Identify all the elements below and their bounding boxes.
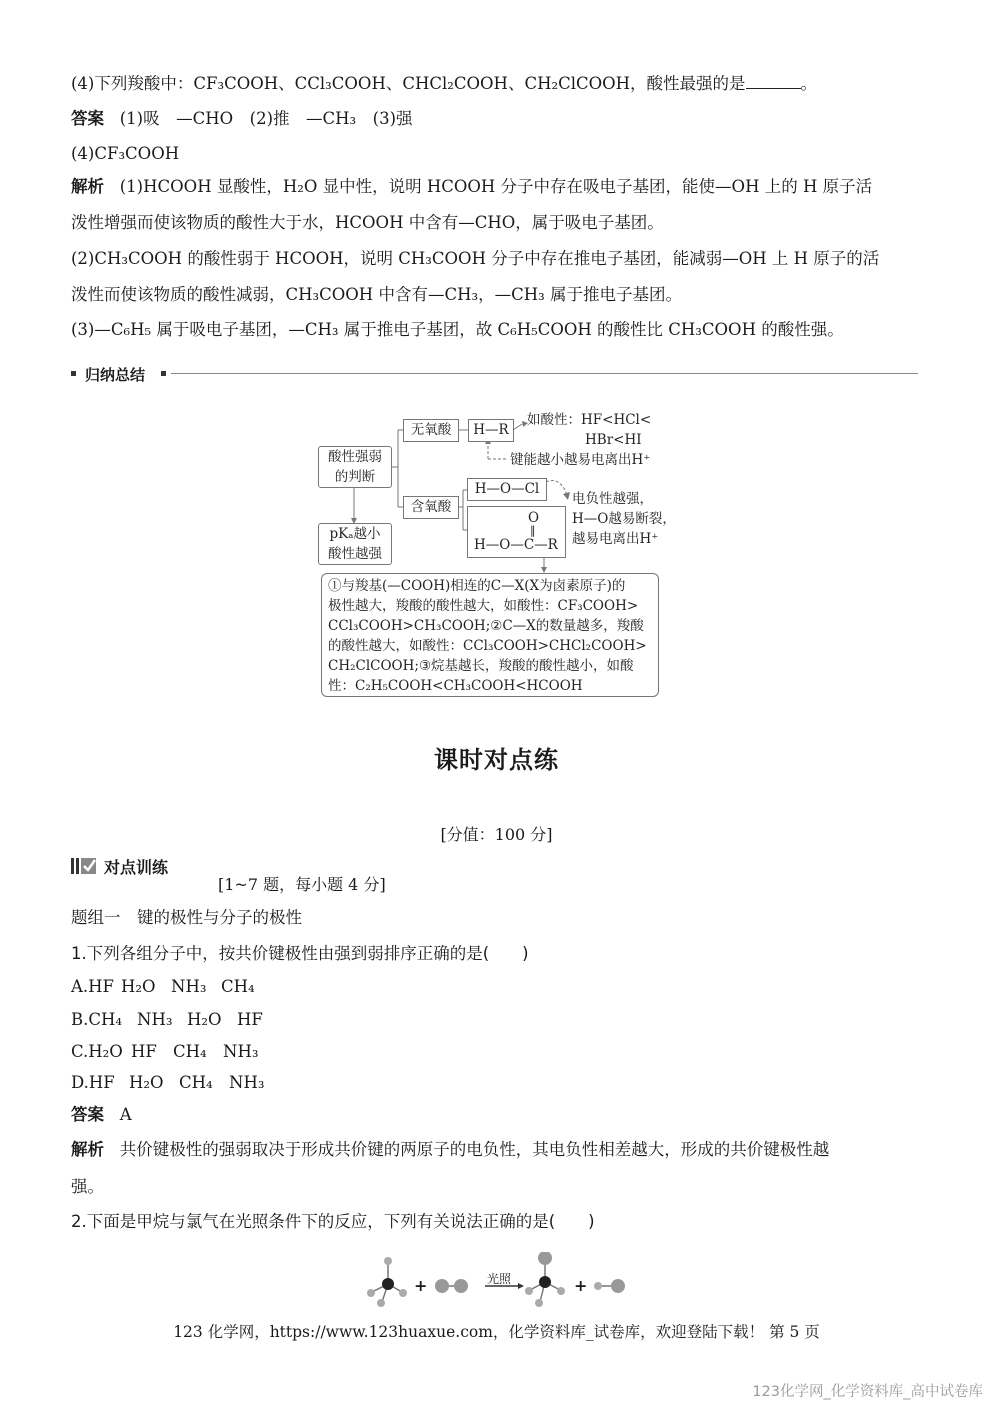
rule-box — [321, 573, 659, 697]
q4-prefix: (4)下列羧酸中： — [71, 74, 194, 93]
analysis-line-2: 泼性增强而使该物质的酸性大于水，HCOOH 中含有—CHO，属于吸电子基团。 — [71, 213, 664, 232]
option-a-2: H₂O — [121, 977, 156, 996]
option-c-3: CH₄ — [173, 1042, 207, 1061]
option-d-2: H₂O — [129, 1073, 164, 1092]
analysis-label: 解析 — [71, 1140, 104, 1159]
en-note-2: H—O越易断裂， — [572, 511, 676, 527]
answer-value: A — [119, 1105, 132, 1124]
plus-sign-2: + — [574, 1276, 588, 1295]
carbonyl-o: O — [528, 510, 540, 526]
rule-line: CCl₃COOH>CH₃COOH;②C—X的数量越多，羧酸 — [328, 618, 644, 634]
hocl-box: H—O—Cl — [467, 478, 547, 501]
judge-line-2: 的判断 — [334, 469, 376, 485]
option-b-2: NH₃ — [137, 1010, 173, 1029]
option-a-1: A.HF — [71, 977, 114, 996]
hr-box: H—R — [468, 419, 514, 442]
answer-label: 答案 — [71, 1105, 104, 1124]
rule-line: 极性越大，羧酸的酸性越大，如酸性：CF₃COOH> — [328, 598, 639, 614]
en-note-3: 越易电离出H⁺ — [572, 531, 659, 547]
option-a-3: NH₃ — [171, 977, 207, 996]
option-b-1: B.CH₄ — [71, 1010, 122, 1029]
check-bars-icon — [71, 857, 97, 875]
answer-content: (1)吸 —CHO (2)推 —CH₃ (3)强 — [119, 109, 413, 128]
q1-option-b — [71, 1009, 287, 1031]
pka-box — [318, 523, 392, 565]
analysis-line-4: 泼性而使该物质的酸性减弱，CH₃COOH 中含有—CH₃，—CH₃ 属于推电子基团。 — [71, 285, 682, 304]
option-d-4: NH₃ — [229, 1073, 265, 1092]
score-note: [分值：100 分] — [440, 825, 553, 844]
q1-option-c — [71, 1041, 273, 1063]
q1-answer — [71, 1104, 132, 1126]
option-d-3: CH₄ — [179, 1073, 213, 1092]
answer-label: 答案 — [71, 109, 104, 128]
anaerobic-acid-box: 无氧酸 — [403, 419, 459, 442]
q1-option-a — [71, 976, 271, 998]
en-note-1: 电负性越强， — [572, 491, 653, 507]
option-a-4: CH₄ — [221, 977, 255, 996]
section-title: 课时对点练 — [434, 745, 559, 774]
option-c-1: C.H₂O — [71, 1042, 123, 1061]
option-b-3: H₂O — [187, 1010, 222, 1029]
pka-line-1: pKₐ越小 — [329, 526, 381, 542]
group-title: 题组一 键的极性与分子的极性 — [71, 908, 302, 927]
answer-line-2: (4)CF₃COOH — [71, 144, 180, 163]
training-title: 对点训练 — [104, 858, 169, 877]
q4-end: 。 — [800, 74, 818, 93]
q1-analysis-2: 强。 — [71, 1177, 104, 1196]
pka-line-2: 酸性越强 — [328, 546, 382, 562]
q1-stem: 1.下列各组分子中，按共价键极性由强到弱排序正确的是( ) — [71, 944, 529, 963]
option-c-2: HF — [131, 1042, 157, 1061]
analysis-text: (1)HCOOH 显酸性，H₂O 显中性，说明 HCOOH 分子中存在吸电子基团，能使—OH 上的 H 原子活 — [119, 177, 873, 196]
hr-note-1: 如酸性：HF<HCl< — [527, 412, 652, 428]
hr-note-2: HBr<HI — [585, 432, 642, 448]
summary-title: 归纳总结 — [85, 366, 146, 384]
rule-line: 性：C₂H₅COOH<CH₃COOH<HCOOH — [328, 678, 583, 694]
judge-box — [318, 446, 392, 488]
analysis-line-5: (3)—C₆H₅ 属于吸电子基团，—CH₃ 属于推电子基团，故 C₆H₅COOH 的酸性比 CH₃COOH 的酸性强。 — [71, 320, 844, 339]
q4-acids: CF₃COOH、CCl₃COOH、CHCl₂COOH、CH₂ClCOOH， — [193, 74, 647, 93]
rule-line: ①与羧基(—COOH)相连的C—X(X为卤素原子)的 — [328, 578, 626, 594]
carboxyl-formula: H—O—C—R — [474, 537, 558, 553]
watermark: 123化学网_化学资料库_高中试卷库 — [752, 1384, 983, 1400]
q1-analysis — [71, 1139, 829, 1161]
rule-line: 的酸性越大，如酸性：CCl₃COOH>CHCl₂COOH> — [328, 638, 647, 654]
carboxyl-box — [467, 506, 566, 558]
training-range: [1~7 题，每小题 4 分] — [218, 875, 386, 894]
analysis-text: 共价键极性的强弱取决于形成共价键的两原子的电负性，其电负性相差越大，形成的共价键极性越 — [119, 1140, 830, 1159]
carbonyl-double-bond: ‖ — [530, 524, 536, 537]
analysis-line-3: (2)CH₃COOH 的酸性弱于 HCOOH，说明 CH₃COOH 分子中存在推电子基团，能减弱—OH 上 H 原子的活 — [71, 249, 880, 268]
oxyacid-box: 含氧酸 — [403, 496, 459, 519]
option-d-1: D.HF — [71, 1073, 115, 1092]
q4-suffix: 酸性最强的是 — [646, 74, 746, 93]
option-b-4: HF — [237, 1010, 263, 1029]
reaction-condition: 光照 — [487, 1272, 512, 1286]
bond-note: 键能越小越易电离出H⁺ — [510, 452, 651, 468]
judge-line-1: 酸性强弱 — [328, 449, 382, 465]
option-c-4: NH₃ — [223, 1042, 259, 1061]
rule-line: CH₂ClCOOH;③烷基越长，羧酸的酸性越小，如酸 — [328, 658, 634, 674]
plus-sign-1: + — [414, 1276, 428, 1295]
q1-option-d — [71, 1072, 279, 1094]
q2-stem: 2.下面是甲烷与氯气在光照条件下的反应，下列有关说法正确的是( ) — [71, 1212, 595, 1231]
page-footer: 123 化学网，https://www.123huaxue.com，化学资料库_试卷库，欢迎登陆下载！ 第 5 页 — [173, 1323, 820, 1341]
analysis-label: 解析 — [71, 177, 104, 196]
